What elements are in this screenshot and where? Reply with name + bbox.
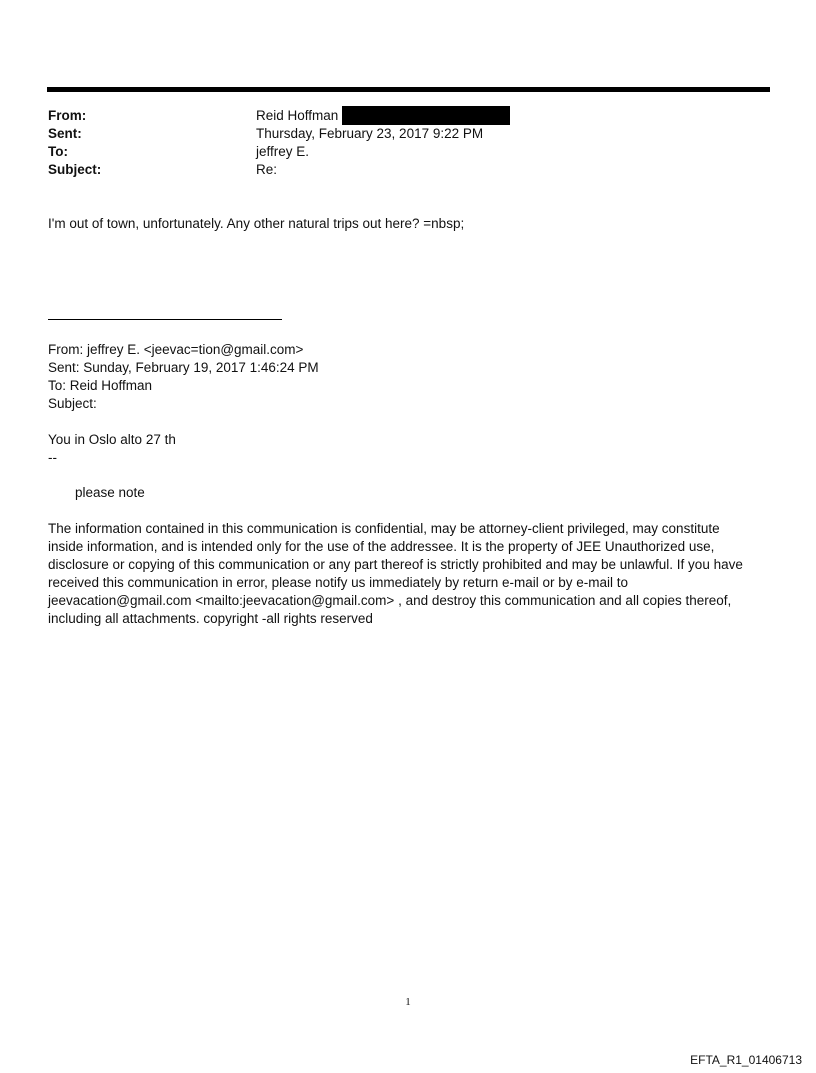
- sent-label: Sent:: [48, 126, 82, 141]
- to-row: [48, 143, 768, 161]
- sent-value: Thursday, February 23, 2017 9:22 PM: [256, 126, 484, 141]
- quoted-to-line: To: Reid Hoffman: [48, 378, 153, 393]
- please-note: please note: [75, 485, 145, 500]
- disclaimer-line: disclosure or copying of this communication or any part thereof is strictly prohibited and may be unlawful. If you have: [48, 557, 743, 572]
- signature-separator: --: [48, 450, 57, 465]
- reply-message: I'm out of town, unfortunately. Any other natural trips out here? =nbsp;: [48, 216, 465, 231]
- quoted-message-line: You in Oslo alto 27 th: [48, 432, 176, 447]
- email-header: [48, 107, 768, 179]
- quoted-message: [48, 341, 319, 467]
- disclaimer-line: jeevacation@gmail.com <mailto:jeevacation@gmail.com> , and destroy this communication and all copies thereof,: [48, 593, 732, 608]
- from-row: [48, 107, 768, 125]
- from-name: Reid Hoffman: [256, 108, 339, 123]
- quote-divider: [48, 319, 282, 320]
- header-divider: [47, 87, 770, 92]
- quoted-sent-line: Sent: Sunday, February 19, 2017 1:46:24 PM: [48, 360, 319, 375]
- document-id: EFTA_R1_01406713: [690, 1053, 802, 1067]
- disclaimer-line: inside information, and is intended only for the use of the addressee. It is the property of JEE Unauthorized use,: [48, 539, 715, 554]
- subject-label: Subject:: [48, 162, 102, 177]
- redacted-email-block: [342, 106, 510, 125]
- quoted-subject-line: Subject:: [48, 396, 97, 411]
- quoted-from-line: From: jeffrey E. <jeevac=tion@gmail.com>: [48, 342, 304, 357]
- subject-row: [48, 161, 768, 179]
- to-value: jeffrey E.: [256, 144, 310, 159]
- page-number: 1: [405, 996, 411, 1008]
- disclaimer-line: received this communication in error, please notify us immediately by return e-mail or by e-mail to: [48, 575, 628, 590]
- to-label: To:: [48, 144, 68, 159]
- disclaimer-line: including all attachments. copyright -all rights reserved: [48, 611, 373, 626]
- from-value: [256, 107, 510, 125]
- disclaimer-line: The information contained in this communication is confidential, may be attorney-client privileged, may constitute: [48, 521, 720, 536]
- sent-row: [48, 125, 768, 143]
- subject-value: Re:: [256, 162, 278, 177]
- confidentiality-disclaimer: [48, 520, 763, 628]
- blank-line: [48, 413, 319, 431]
- from-label: From:: [48, 108, 87, 123]
